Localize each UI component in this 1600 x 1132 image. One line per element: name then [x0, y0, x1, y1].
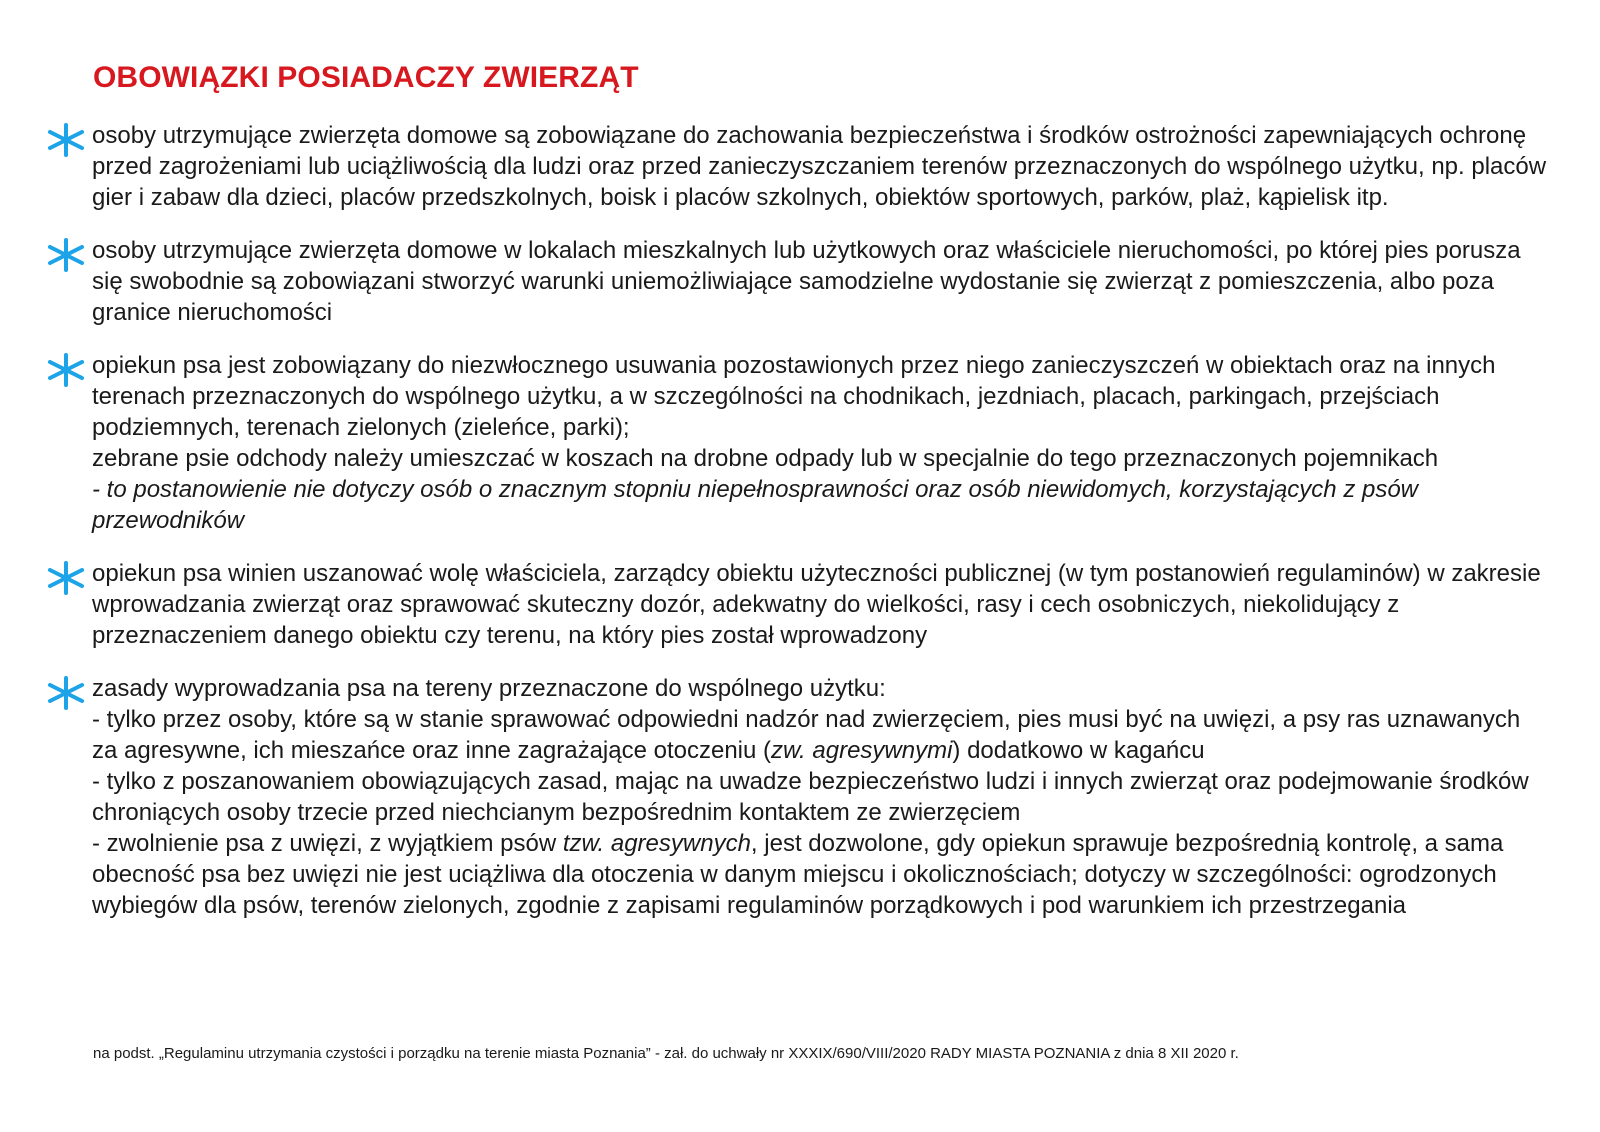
- obligations-list: [0, 120, 1600, 921]
- rule-unleash-emphasis: tzw. agresywnych: [562, 830, 751, 857]
- rule-unleash-text: - zwolnienie psa z uwięzi, z wyjątkiem psów: [92, 830, 563, 857]
- rule-leash-emphasis: zw. agresywnymi: [771, 737, 953, 764]
- item-text: opiekun psa jest zobowiązany do niezwłocznego usuwania pozostawionych przez niego zanieczyszczeń w obiektach oraz na innych terenach przeznaczonych do wspólnego użytku, a w szczególności na chodnikach, jezdniach, placach, parkingach, przejściach podziemnych, terenach zielonych (zieleńce, parki);: [92, 352, 1496, 441]
- list-item: [0, 120, 1552, 213]
- item-text: osoby utrzymujące zwierzęta domowe w lokalach mieszkalnych lub użytkowych oraz właściciele nieruchomości, po której pies porusza się swobodnie są zobowiązani stworzyć warunki uniemożliwiające samodzielne wydostanie się zwierząt z pomieszczenia, albo poza granice nieruchomości: [92, 237, 1521, 326]
- rule-leash-text-end: ) dodatkowo w kagańcu: [952, 737, 1205, 764]
- list-item: [0, 673, 1552, 921]
- list-item: [0, 350, 1552, 536]
- rule-leash: [92, 704, 1552, 766]
- asterisk-icon: [44, 122, 88, 158]
- item-text: zasady wyprowadzania psa na tereny przeznaczone do wspólnego użytku:: [92, 675, 886, 702]
- rule-leash-text: - tylko przez osoby, które są w stanie sprawować odpowiedni nadzór nad zwierzęciem, pies musi być na uwięzi, a psy ras uznawanych za agresywne, ich mieszańce oraz inne zagrażające otoczeniu (: [92, 706, 1521, 764]
- page-title: OBOWIĄZKI POSIADACZY ZWIERZĄT: [93, 61, 639, 94]
- asterisk-icon: [44, 237, 88, 273]
- item-text-continued: zebrane psie odchody należy umieszczać w koszach na drobne odpady lub w specjalnie do tego przeznaczonych pojemnikach: [92, 445, 1439, 472]
- asterisk-icon: [44, 352, 88, 388]
- list-item: [0, 235, 1552, 328]
- asterisk-icon: [44, 560, 88, 596]
- rule-respect: - tylko z poszanowaniem obowiązujących zasad, mając na uwadze bezpieczeństwo ludzi i innych zwierząt oraz podejmowanie środków chroniących osoby trzecie przed niechcianym bezpośrednim kontaktem ze zwierzęciem: [92, 768, 1529, 826]
- rule-unleash-text-end: , jest dozwolone, gdy opiekun sprawuje bezpośrednią kontrolę, a sama obecność psa bez uwięzi nie jest uciążliwa dla otoczenia w danym miejscu i okolicznościach; dotyczy w szczególności: ogrodzonych wybiegów dla psów, terenów zielonych, zgodnie z zapisami regulaminów porządkowych i pod warunkiem ich przestrzegania: [92, 830, 1504, 919]
- rule-unleash: [92, 828, 1552, 921]
- item-text: opiekun psa winien uszanować wolę właściciela, zarządcy obiektu użyteczności publicznej (w tym postanowień regulaminów) w zakresie wprowadzania zwierząt oraz sprawować skuteczny dozór, adekwatny do wielkości, rasy i cech osobniczych, niekolidujący z przeznaczeniem danego obiektu czy terenu, na który pies został wprowadzony: [92, 560, 1541, 649]
- item-text: osoby utrzymujące zwierzęta domowe są zobowiązane do zachowania bezpieczeństwa i środków ostrożności zapewniających ochronę przed zagrożeniami lub uciążliwością dla ludzi oraz przed zanieczyszczaniem terenów przeznaczonych do wspólnego użytku, np. placów gier i zabaw dla dzieci, placów przedszkolnych, boisk i placów szkolnych, obiektów sportowych, parków, plaż, kąpielisk itp.: [92, 122, 1547, 211]
- source-citation: na podst. „Regulaminu utrzymania czystości i porządku na terenie miasta Poznania” - zał. do uchwały nr XXXIX/690/VIII/2020 RADY MIASTA POZNANIA z dnia 8 XII 2020 r.: [93, 1045, 1239, 1062]
- item-exception-note: - to postanowienie nie dotyczy osób o znacznym stopniu niepełnosprawności oraz osób niewidomych, korzystających z psów przewodników: [92, 476, 1419, 534]
- asterisk-icon: [44, 675, 88, 711]
- list-item: [0, 558, 1552, 651]
